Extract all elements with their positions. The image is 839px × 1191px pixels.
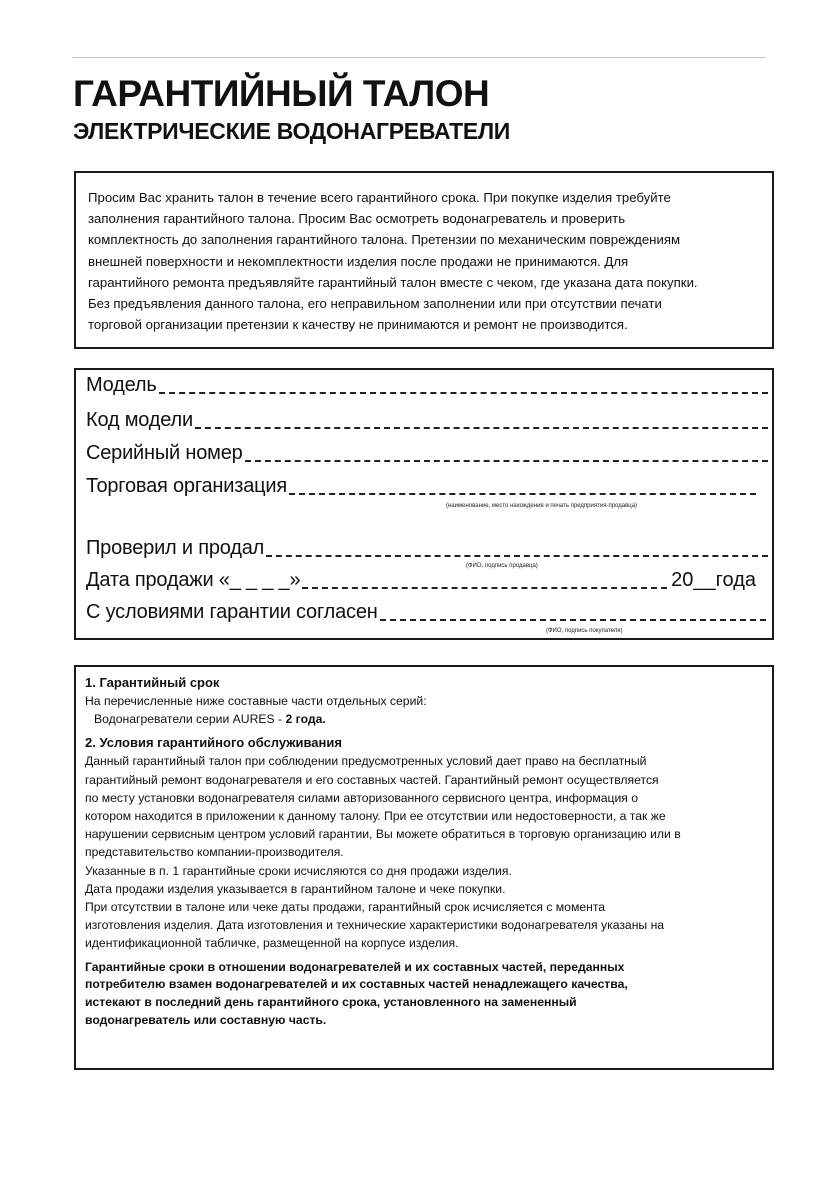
replacement-terms-line: потребителю взамен водонагревателей и их составных частей ненадлежащего качества, <box>85 977 628 992</box>
intro-box <box>74 171 774 349</box>
agree-note: (ФИО, подпись покупателя) <box>546 628 623 634</box>
replacement-terms-line: Гарантийные сроки в отношении водонагревателей и их составных частей, переданных <box>85 959 625 974</box>
section-2-line: идентификационной табличке, размещенной на корпусе изделия. <box>85 936 459 951</box>
org-note: (наименование, место нахождения и печать предприятия-продавца) <box>446 503 638 509</box>
section-2-line: Данный гарантийный талон при соблюдении предусмотренных условий дает право на бесплатный <box>85 754 647 769</box>
intro-line: комплектность до заполнения гарантийного талона. Претензии по механическим повреждениям <box>88 232 681 248</box>
checked-label: Проверил и продал <box>86 537 265 559</box>
serial-label: Серийный номер <box>86 442 243 464</box>
replacement-terms-line: истекают в последний день гарантийного срока, установленного на замененный <box>85 995 577 1010</box>
checked-note: (ФИО, подпись продавца) <box>466 563 538 569</box>
section-2-line: При отсутствии в талоне или чеке даты продажи, гарантийный срок исчисляется с момента <box>85 900 606 915</box>
model-label: Модель <box>86 374 157 396</box>
model-code-label: Код модели <box>86 409 193 431</box>
checked-field[interactable] <box>86 537 768 560</box>
series-name: Водонагреватели серии AURES - <box>94 712 286 727</box>
date-line[interactable] <box>302 587 667 589</box>
section-2-line: Дата продажи изделия указывается в гарантийном талоне и чеке покупки. <box>85 881 506 896</box>
model-field[interactable] <box>86 374 768 397</box>
terms-box <box>74 665 774 1070</box>
section-2-line: нарушении сервисным центром условий гарантии, Вы можете обратиться в торговую организацию или в <box>85 827 681 842</box>
intro-line: заполнения гарантийного талона. Просим Вас осмотреть водонагреватель и проверить <box>88 211 626 227</box>
section-2-line: изготовления изделия. Дата изготовления и технические характеристики водонагревателя указаны на <box>85 918 665 933</box>
form-box <box>74 368 774 640</box>
agree-line[interactable] <box>380 619 766 621</box>
date-label: Дата продажи «_ _ _ _» <box>86 569 301 591</box>
model-line[interactable] <box>159 392 768 394</box>
agree-field[interactable] <box>86 601 766 624</box>
intro-line: Просим Вас хранить талон в течение всего гарантийного срока. При покупке изделия требуйте <box>88 190 671 205</box>
page-subtitle: ЭЛЕКТРИЧЕСКИЕ ВОДОНАГРЕВАТЕЛИ <box>73 118 511 144</box>
page-title: ГАРАНТИЙНЫЙ ТАЛОН <box>73 73 490 114</box>
model-code-line[interactable] <box>195 427 768 429</box>
checked-line[interactable] <box>266 555 768 557</box>
agree-label: С условиями гарантии согласен <box>86 601 378 623</box>
serial-field[interactable] <box>86 442 768 465</box>
section-2-line: представительство компании-производителя. <box>85 845 344 860</box>
intro-line: внешней поверхности и некомплектности изделия после продажи не принимаются. Для <box>88 253 629 269</box>
replacement-terms-line: водонагреватель или составную часть. <box>85 1013 327 1028</box>
serial-line[interactable] <box>245 460 768 462</box>
org-line[interactable] <box>289 493 756 495</box>
org-label: Торговая организация <box>86 475 287 497</box>
section-2-line: котором находится в приложении к данному талону. При ее отсутствии или недостоверности, а так же <box>85 809 666 824</box>
org-field[interactable] <box>86 475 756 498</box>
top-rule <box>72 57 766 58</box>
section-1-text: На перечисленные ниже составные части отдельных серий: <box>85 694 427 708</box>
date-field[interactable] <box>86 569 756 592</box>
intro-line: гарантийного ремонта предъявляйте гарантийный талон вместе с чеком, где указана дата покупки. <box>88 274 698 290</box>
section-2-line: гарантийный ремонт водонагревателя и его составных частей. Гарантийный ремонт осуществляется <box>85 772 659 787</box>
section-2-heading: 2. Условия гарантийного обслуживания <box>85 735 342 751</box>
section-2-line: Указанные в п. 1 гарантийные сроки исчисляются со дня продажи изделия. <box>85 863 512 878</box>
section-1-heading: 1. Гарантийный срок <box>85 675 220 690</box>
warranty-period: 2 года. <box>285 712 326 727</box>
intro-line: торговой организации претензии к качеству не принимаются и ремонт не производится. <box>88 317 628 333</box>
section-2-line: по месту установки водонагревателя силами авторизованного сервисного центра, информация о <box>85 790 639 805</box>
date-year: 20__года <box>671 569 756 591</box>
intro-line: Без предъявления данного талона, его неправильном заполнении или при отсутствии печати <box>88 296 662 312</box>
section-1-series <box>85 710 763 728</box>
model-code-field[interactable] <box>86 409 768 432</box>
